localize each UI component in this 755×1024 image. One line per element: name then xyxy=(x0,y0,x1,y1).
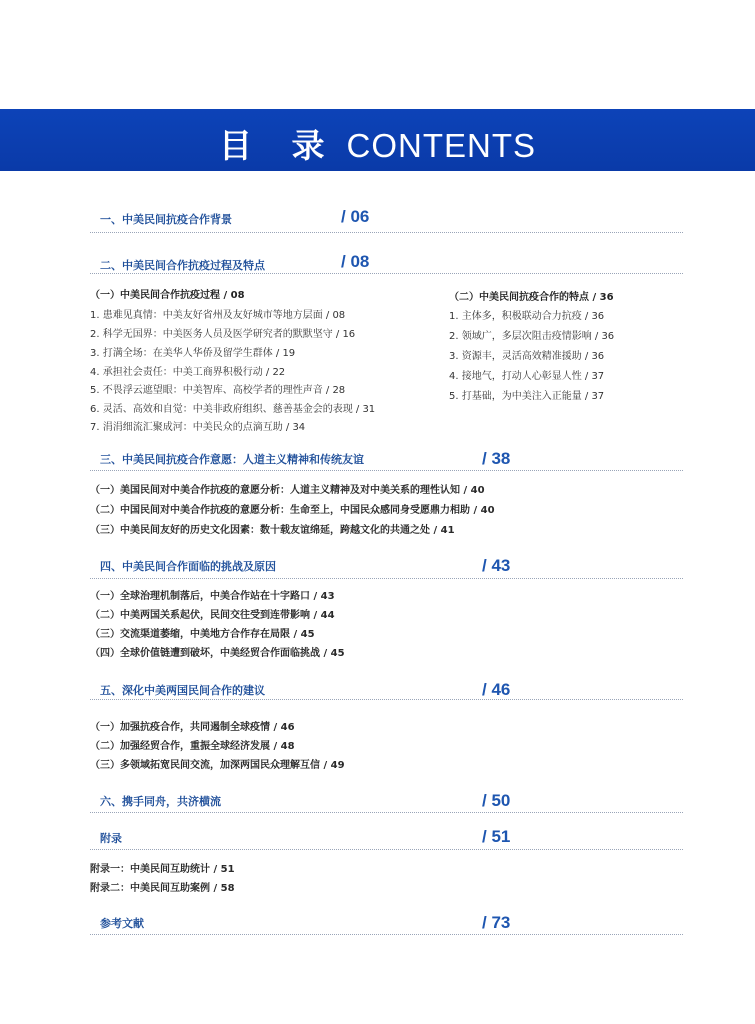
toc-section-5-page: / 46 xyxy=(482,680,511,699)
toc-item-5-1[interactable]: （一）加强抗疫合作，共同遏制全球疫情 / 46 xyxy=(90,722,295,733)
divider xyxy=(90,934,683,935)
divider xyxy=(90,699,683,700)
toc-item-5-2[interactable]: （二）加强经贸合作，重振全球经济发展 / 48 xyxy=(90,741,295,752)
divider xyxy=(90,273,683,274)
toc-item-2-2-4[interactable]: 4. 接地气，打动人心彰显人性 / 37 xyxy=(449,371,605,382)
toc-item-2-2-1[interactable]: 1. 主体多，积极联动合力抗疫 / 36 xyxy=(449,311,605,322)
toc-section-6-page: / 50 xyxy=(482,791,511,810)
toc-section-5-title[interactable]: 五、深化中美两国民间合作的建议 xyxy=(100,684,265,697)
toc-item-2-1-5[interactable]: 5. 不畏浮云遮望眼：中美智库、高校学者的理性声音 / 28 xyxy=(90,385,346,396)
toc-item-2-1-4[interactable]: 4. 承担社会责任：中美工商界积极行动 / 22 xyxy=(90,367,286,378)
toc-item-4-1[interactable]: （一）全球治理机制落后，中美合作站在十字路口 / 43 xyxy=(90,591,335,602)
toc-item-3-1[interactable]: （一）美国民间对中美合作抗疫的意愿分析：人道主义精神及对中美关系的理性认知 / 40 xyxy=(90,485,485,496)
title-english: CONTENTS xyxy=(346,127,536,164)
toc-item-4-4[interactable]: （四）全球价值链遭到破坏，中美经贸合作面临挑战 / 45 xyxy=(90,648,345,659)
toc-item-2-1-6[interactable]: 6. 灵活、高效和自觉：中美非政府组织、慈善基金会的表现 / 31 xyxy=(90,404,376,415)
toc-section-4-page: / 43 xyxy=(482,556,511,575)
divider xyxy=(90,812,683,813)
toc-section-3-title[interactable]: 三、中美民间抗疫合作意愿：人道主义精神和传统友谊 xyxy=(100,453,364,466)
toc-section-2-title[interactable]: 二、中美民间合作抗疫过程及特点 xyxy=(100,259,265,272)
divider xyxy=(90,578,683,579)
divider xyxy=(90,232,683,233)
toc-appendix-title[interactable]: 附录 xyxy=(100,832,122,845)
toc-item-2-1-3[interactable]: 3. 打满全场：在美华人华侨及留学生群体 / 19 xyxy=(90,348,296,359)
toc-sub-heading-2-1[interactable]: （一）中美民间合作抗疫过程 / 08 xyxy=(90,290,245,301)
toc-appendix-item-2[interactable]: 附录二：中美民间互助案例 / 58 xyxy=(90,883,235,894)
toc-section-6-title[interactable]: 六、携手同舟，共济横流 xyxy=(100,795,221,808)
page-title xyxy=(0,120,755,167)
toc-item-2-1-2[interactable]: 2. 科学无国界：中美医务人员及医学研究者的默默坚守 / 16 xyxy=(90,329,356,340)
toc-item-2-2-3[interactable]: 3. 资源丰，灵活高效精准援助 / 36 xyxy=(449,351,605,362)
toc-item-2-2-5[interactable]: 5. 打基础，为中美注入正能量 / 37 xyxy=(449,391,605,402)
title-chinese: 目 录 xyxy=(219,126,339,165)
toc-item-2-2-2[interactable]: 2. 领域广，多层次阻击疫情影响 / 36 xyxy=(449,331,615,342)
toc-section-1-page: / 06 xyxy=(341,207,370,226)
divider xyxy=(90,470,683,471)
toc-section-1-title[interactable]: 一、中美民间抗疫合作背景 xyxy=(100,213,232,226)
toc-references-title[interactable]: 参考文献 xyxy=(100,917,144,930)
toc-item-3-2[interactable]: （二）中国民间对中美合作抗疫的意愿分析：生命至上，中国民众感同身受愿鼎力相助 / 40 xyxy=(90,505,495,516)
toc-item-2-1-1[interactable]: 1. 患难见真情：中美友好省州及友好城市等地方层面 / 08 xyxy=(90,310,346,321)
toc-appendix-item-1[interactable]: 附录一：中美民间互助统计 / 51 xyxy=(90,864,235,875)
divider xyxy=(90,849,683,850)
toc-references-page: / 73 xyxy=(482,913,511,932)
toc-section-2-page: / 08 xyxy=(341,252,370,271)
toc-item-4-3[interactable]: （三）交流渠道萎缩，中美地方合作存在局限 / 45 xyxy=(90,629,315,640)
toc-section-3-page: / 38 xyxy=(482,449,511,468)
toc-sub-heading-2-2[interactable]: （二）中美民间抗疫合作的特点 / 36 xyxy=(449,292,614,303)
toc-item-4-2[interactable]: （二）中美两国关系起伏，民间交往受到连带影响 / 44 xyxy=(90,610,335,621)
toc-item-2-1-7[interactable]: 7. 涓涓细流汇聚成河：中美民众的点滴互助 / 34 xyxy=(90,422,306,433)
toc-item-5-3[interactable]: （三）多领域拓宽民间交流，加深两国民众理解互信 / 49 xyxy=(90,760,345,771)
toc-appendix-page: / 51 xyxy=(482,827,511,846)
toc-section-4-title[interactable]: 四、中美民间合作面临的挑战及原因 xyxy=(100,560,276,573)
toc-item-3-3[interactable]: （三）中美民间友好的历史文化因素：数十载友谊绵延，跨越文化的共通之处 / 41 xyxy=(90,525,455,536)
title-banner xyxy=(0,109,755,171)
